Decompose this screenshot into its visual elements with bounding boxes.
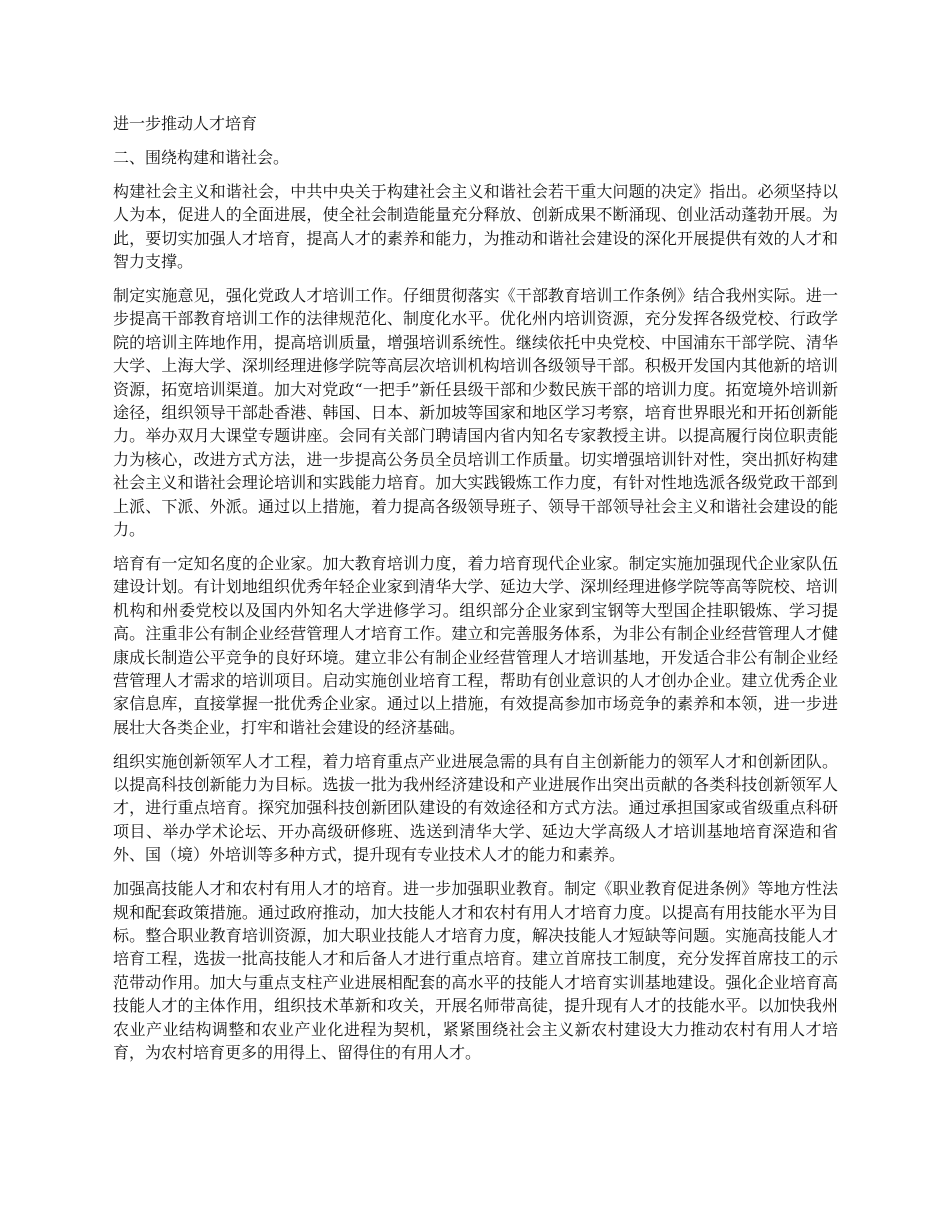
paragraph-entrepreneurs: 培育有一定知名度的企业家。加大教育培训力度，着力培育现代企业家。制定实施加强现代企业家队伍建设计划。有计划地组织优秀年轻企业家到清华大学、延边大学、深圳经理进修学院等高等院校、培训机构和州委党校以及国内外知名大学进修学习。组织部分企业家到宝钢等大型国企挂职锻炼、学习提高。注重非公有制企业经营管理人才培育工作。建立和完善服务体系，为非公有制企业经营管理人才健康成长制造公平竞争的良好环境。建立非公有制企业经营管理人才培训基地，开发适合非公有制企业经营管理人才需求的培训项目。启动实施创业培育工程，帮助有创业意识的人才创办企业。建立优秀企业家信息库，直接掌握一批优秀企业家。通过以上措施，有效提高参加市场竞争的素养和本领，进一步进展壮大各类企业，打牢和谐社会建设的经济基础。 (113, 553, 838, 737)
document-title: 进一步推动人才培育 (113, 114, 258, 133)
paragraph-party-talent-training: 制定实施意见，强化党政人才培训工作。仔细贯彻落实《干部教育培训工作条例》结合我州实际。进一步提高干部教育培训工作的法律规范化、制度化水平。优化州内培训资源，充分发挥各级党校、行政学院的培训主阵地作用，提高培训质量，增强培训系统性。继续依托中央党校、中国浦东干部学院、清华大学、上海大学、深圳经理进修学院等高层次培训机构培训各级领导干部。积极开发国内其他新的培训资源，拓宽培训渠道。加大对党政“一把手”新任县级干部和少数民族干部的培训力度。拓宽境外培训新途径，组织领导干部赴香港、韩国、日本、新加坡等国家和地区学习考察，培育世界眼光和开拓创新能力。举办双月大课堂专题讲座。会同有关部门聘请国内省内知名专家教授主讲。以提高履行岗位职责能力为核心，改进方式方法，进一步提高公务员全员培训工作质量。切实增强培训针对性，突出抓好构建社会主义和谐社会理论培训和实践能力培育。加大实践锻炼工作力度，有针对性地选派各级党政干部到上派、下派、外派。通过以上措施，着力提高各级领导班子、领导干部领导社会主义和谐社会建设的能力。 (113, 285, 838, 539)
paragraph-innovation-leaders: 组织实施创新领军人才工程，着力培育重点产业进展急需的具有自主创新能力的领军人才和创新团队。以提高科技创新能力为目标。选拔一批为我州经济建设和产业进展作出突出贡献的各类科技创新领军人才，进行重点培育。探究加强科技创新团队建设的有效途径和方式方法。通过承担国家或省级重点科研项目、举办学术论坛、开办高级研修班、选送到清华大学、延边大学高级人才培训基地培育深造和省外、国（境）外培训等多种方式，提升现有专业技术人才的能力和素养。 (113, 751, 838, 865)
paragraph-skilled-rural-talent: 加强高技能人才和农村有用人才的培育。进一步加强职业教育。制定《职业教育促进条例》等地方性法规和配套政策措施。通过政府推动，加大技能人才和农村有用人才培育力度。以提高有用技能水平为目标。整合职业教育培训资源，加大职业技能人才培育力度，解决技能人才短缺等问题。实施高技能人才培育工程，选拔一批高技能人才和后备人才进行重点培育。建立首席技工制度，充分发挥首席技工的示范带动作用。加大与重点支柱产业进展相配套的高水平的技能人才培育实训基地建设。强化企业培育高技能人才的主体作用，组织技术革新和攻关，开展名师带高徒，提升现有人才的技能水平。以加快我州农业产业结构调整和农业产业化进程为契机，紧紧围绕社会主义新农村建设大力推动农村有用人才培育，为农村培育更多的用得上、留得住的有用人才。 (113, 879, 838, 1063)
section-heading: 二、围绕构建和谐社会。 (113, 147, 290, 167)
paragraph-harmonious-society: 构建社会主义和谐社会，中共中央关于构建社会主义和谐社会若干重大问题的决定》指出。必须坚持以人为本，促进人的全面进展，使全社会制造能量充分释放、创新成果不断涌现、创业活动蓬勃开展。为此，要切实加强人才培育，提高人才的素养和能力，为推动和谐社会建设的深化开展提供有效的人才和智力支撑。 (113, 181, 838, 272)
